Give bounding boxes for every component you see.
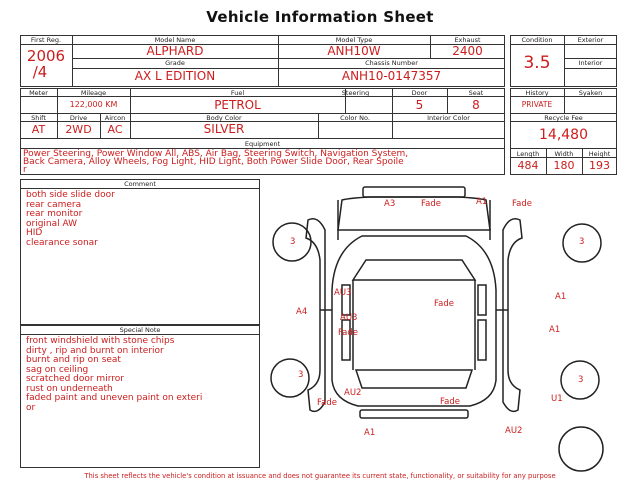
damage-mark: 3 (298, 370, 304, 380)
condition-value: 3.5 (523, 53, 551, 73)
comment-item: both side slide door (26, 190, 115, 200)
syaken-label: Syaken (578, 89, 603, 97)
mileage-value: 122,000 KM (69, 100, 118, 109)
aircon-value: AC (107, 123, 123, 136)
damage-mark: A1 (364, 428, 376, 438)
comment-item: HID (26, 228, 43, 238)
damage-mark: 3 (578, 375, 584, 385)
windshield-top (353, 260, 475, 280)
equipment-label: Equipment (244, 140, 281, 148)
history-value: PRIVATE (521, 100, 553, 109)
grade-value: AX L EDITION (134, 69, 216, 83)
recycle-fee-value: 14,480 (539, 127, 588, 143)
car-diagram (270, 180, 630, 472)
history-label: History (525, 89, 549, 97)
special-note-item: burnt and rip on seat (26, 355, 121, 365)
model-type-label: Model Type (335, 36, 373, 44)
damage-mark: 3 (290, 237, 296, 247)
special-note-item: rust on underneath (26, 383, 113, 394)
height-label: Height (588, 150, 611, 158)
drive-label: Drive (69, 114, 88, 122)
left-side-window-lower (342, 320, 350, 360)
exterior-label: Exterior (577, 36, 604, 44)
damage-mark: Fade (317, 398, 337, 408)
damage-mark: A3 (384, 199, 396, 209)
exhaust-label: Exhaust (454, 36, 481, 44)
model-name-label: Model Name (154, 36, 196, 44)
damage-mark: U1 (551, 394, 563, 404)
exhaust-value: 2400 (452, 44, 483, 58)
body-color-value: SILVER (203, 122, 245, 136)
length-label: Length (516, 150, 540, 158)
special-note-item: faded paint and uneven paint on exteri (26, 393, 203, 403)
damage-mark: Fade (440, 397, 460, 407)
disclaimer-footer: This sheet reflects the vehicle's condition at issuance and does not guarantee its current state, functionality, or suitability for any purpose (84, 472, 556, 480)
grade-label: Grade (165, 59, 185, 67)
comment-item: rear monitor (26, 209, 83, 219)
width-value: 180 (553, 159, 575, 172)
door-label: Door (411, 89, 428, 97)
shift-label: Shift (31, 114, 46, 122)
damage-mark: A4 (296, 307, 308, 317)
seat-value: 8 (472, 98, 480, 112)
chassis-number-label: Chassis Number (365, 59, 418, 67)
first-reg-month: /4 (32, 63, 48, 81)
width-label: Width (554, 150, 574, 158)
equipment-line-3: r (23, 165, 27, 175)
interior-color-label: Interior Color (427, 114, 470, 122)
damage-mark: 3 (579, 237, 585, 247)
mileage-label: Mileage (80, 89, 107, 97)
special-note-item: front windshield with stone chips (26, 336, 175, 346)
damage-mark: A1 (555, 292, 567, 302)
drive-value: 2WD (65, 123, 92, 136)
model-type-value: ANH10W (327, 44, 381, 58)
damage-mark: AU2 (505, 426, 523, 436)
first-reg-year: 2006 (26, 47, 66, 65)
rear-window-top (356, 370, 472, 388)
hood-outline (338, 197, 490, 230)
special-note-list (26, 337, 258, 413)
chassis-number-value: ANH10-0147357 (341, 69, 442, 83)
rear-bumper-top (360, 410, 468, 418)
special-note-label: Special Note (119, 326, 161, 334)
interior-label: Interior (578, 59, 603, 67)
comment-label: Comment (124, 180, 156, 188)
damage-mark: AU2 (344, 388, 362, 398)
comment-item: rear camera (26, 199, 82, 210)
comment-item: original AW (26, 218, 78, 229)
shift-value: AT (31, 123, 46, 136)
seat-label: Seat (468, 89, 484, 97)
fuel-label: Fuel (230, 89, 245, 97)
comment-list (26, 191, 256, 248)
color-no-label: Color No. (340, 114, 370, 122)
spare-tire (559, 427, 603, 471)
damage-mark: Fade (434, 299, 454, 309)
special-note-item: sag on ceiling (26, 364, 89, 375)
equipment-line-1: Power Steering, Power Window All, ABS, Air Bag, Steering Switch, Navigation System, (23, 149, 409, 159)
damage-mark: Fade (421, 199, 441, 209)
damage-mark: Fade (338, 328, 358, 338)
right-side-body (503, 219, 522, 412)
special-note-item: or (26, 402, 36, 413)
front-bumper-top (363, 187, 465, 197)
height-value: 193 (589, 159, 610, 172)
aircon-label: Aircon (104, 114, 126, 122)
length-value: 484 (517, 159, 539, 172)
special-note-item: scratched door mirror (26, 374, 124, 384)
recycle-fee-label: Recycle Fee (544, 114, 583, 122)
condition-label: Condition (521, 36, 553, 44)
right-side-window-upper (478, 285, 486, 315)
damage-mark: A1 (549, 325, 561, 335)
right-side-window-lower (478, 320, 486, 360)
damage-mark: A1 (476, 197, 488, 207)
meter-label: Meter (29, 89, 48, 97)
damage-mark: AU3 (340, 313, 358, 323)
first-reg-label: First Reg. (30, 36, 62, 44)
equipment-line-2: Back Camera, Alloy Wheels, Fog Light, HID Light, Both Power Slide Door, Rear Spoile (23, 157, 404, 167)
door-value: 5 (415, 98, 424, 112)
damage-mark: Fade (512, 199, 532, 209)
model-name-value: ALPHARD (146, 44, 204, 58)
steering-label: Steering (341, 89, 370, 97)
comment-item: clearance sonar (26, 237, 98, 248)
page-title: Vehicle Information Sheet (206, 8, 434, 26)
special-note-item: dirty , rip and burnt on interior (26, 345, 164, 356)
body-color-label: Body Color (206, 114, 242, 122)
fuel-value: PETROL (214, 98, 261, 112)
damage-mark: AU3 (334, 288, 352, 298)
